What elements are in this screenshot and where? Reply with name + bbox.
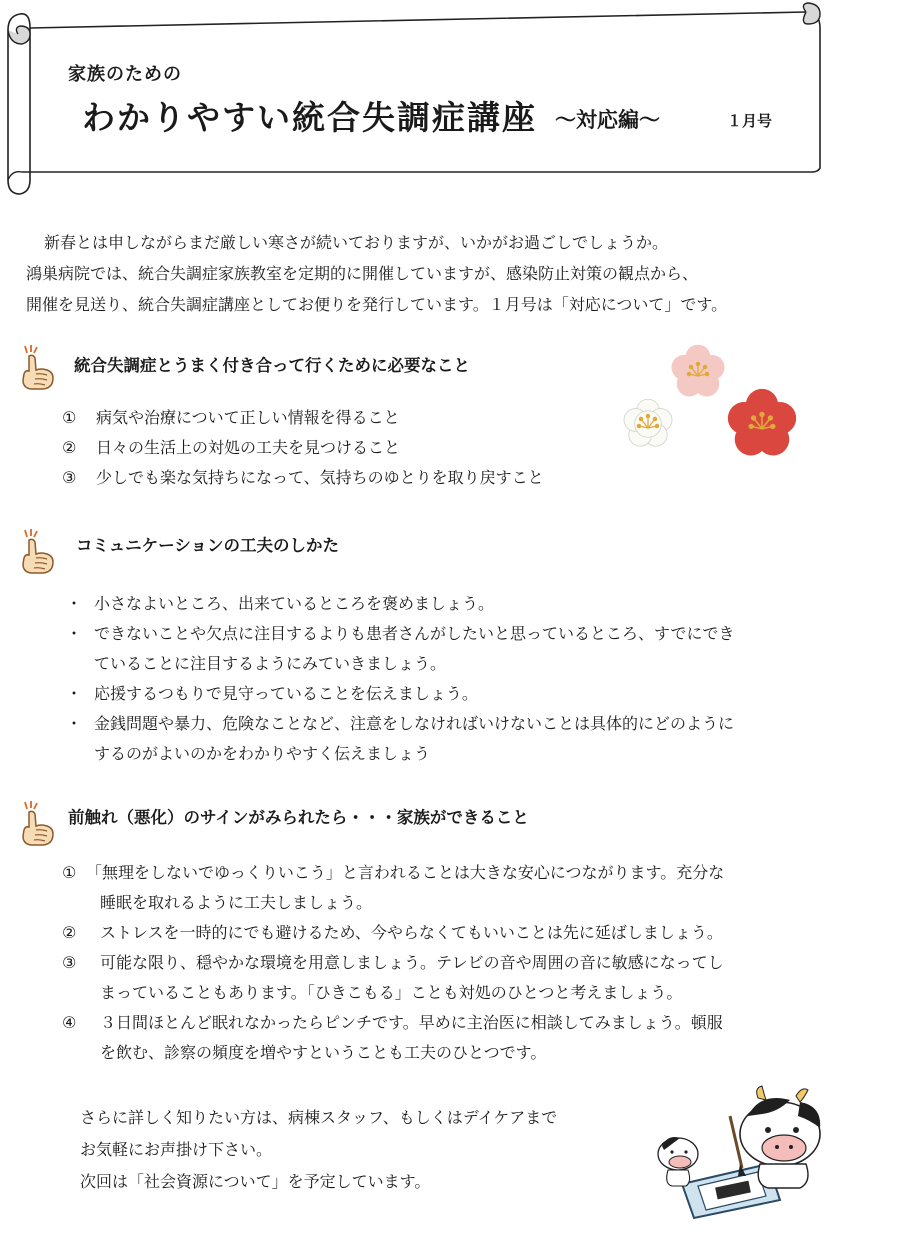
closing-line: 次回は「社会資源について」を予定しています。 — [80, 1172, 431, 1191]
item-line: 「無理をしないでゆっくりいこう」と言われることは大きな安心につながります。充分な — [86, 863, 725, 882]
banner-kicker: 家族のための — [68, 64, 182, 85]
list-item — [62, 679, 852, 709]
banner-subtitle: ～対応編～ — [555, 108, 660, 132]
list-item — [62, 858, 852, 918]
intro-line: 鴻巣病院では、統合失調症家族教室を定期的に開催していますが、感染防止対策の観点から、 — [26, 264, 699, 283]
item-line: ストレスを一時的にでも避けるため、今やらなくてもいいことは先に延ばしましょう。 — [100, 923, 723, 942]
intro-line: 開催を見送り、統合失調症講座としてお便りを発行しています。１月号は「対応について」です。 — [26, 295, 728, 314]
bullet-marker: ・ — [66, 594, 83, 613]
list-item — [62, 918, 852, 948]
item-marker: ② — [62, 438, 77, 457]
pointing-hand-icon — [17, 528, 57, 576]
item-text: 日々の生活上の対処の工夫を見つけること — [96, 438, 401, 457]
section-heading: コミュニケーションの工夫のしかた — [76, 536, 340, 555]
item-text: 少しでも楽な気持ちになって、気持ちのゆとりを取り戻すこと — [96, 468, 544, 487]
page-title: わかりやすい統合失調症講座 — [82, 98, 537, 137]
cow-calligraphy-illustration — [650, 1072, 840, 1220]
item-line: ３日間ほとんど眠れなかったらピンチです。早めに主治医に相談してみましょう。頓服 — [100, 1013, 723, 1032]
item-marker: ① — [62, 863, 77, 882]
item-marker: ④ — [62, 1013, 77, 1032]
closing-line: さらに詳しく知りたい方は、病棟スタッフ、もしくはデイケアまで — [80, 1108, 558, 1127]
item-line: 金銭問題や暴力、危険なことなど、注意をしなければいけないことは具体的にどのように — [94, 714, 735, 733]
item-line: ていることに注目するようにみていきましょう。 — [94, 654, 447, 673]
section-heading: 統合失調症とうまく付き合って行くために必要なこと — [74, 356, 470, 375]
item-marker: ③ — [62, 468, 77, 487]
pointing-hand-icon — [17, 800, 57, 848]
necessity-list — [62, 403, 544, 493]
intro-paragraph — [26, 227, 846, 320]
list-item — [62, 948, 852, 1008]
list-item — [62, 1008, 852, 1068]
bullet-marker: ・ — [66, 624, 83, 643]
list-item — [62, 403, 544, 433]
item-marker: ① — [62, 408, 77, 427]
warning-signs-list — [62, 858, 852, 1068]
item-line: できないことや欠点に注目するよりも患者さんがしたいと思っているところ、すでにでき — [94, 624, 735, 643]
bullet-marker: ・ — [66, 714, 83, 733]
item-marker: ③ — [62, 953, 77, 972]
list-item — [62, 619, 852, 679]
list-item — [62, 709, 852, 769]
item-line: を飲む、診察の頻度を増やすということも工夫のひとつです。 — [100, 1043, 547, 1062]
item-text: 病気や治療について正しい情報を得ること — [96, 408, 400, 427]
item-line: 応援するつもりで見守っていることを伝えましょう。 — [94, 684, 478, 703]
list-item — [62, 589, 852, 619]
issue-label: １月号 — [727, 112, 773, 130]
item-line: 小さなよいところ、出来ているところを褒めましょう。 — [94, 594, 495, 613]
list-item — [62, 463, 544, 493]
section-heading: 前触れ（悪化）のサインがみられたら・・・家族ができること — [68, 808, 529, 827]
item-line: するのがよいのかをわかりやすく伝えましょう — [94, 744, 431, 763]
pointing-hand-icon — [17, 344, 57, 392]
bullet-marker: ・ — [66, 684, 83, 703]
communication-tips-list — [62, 589, 852, 769]
list-item — [62, 433, 544, 463]
item-line: まっていることもあります。「ひきこもる」ことも対処のひとつと考えましょう。 — [100, 983, 683, 1002]
item-line: 睡眠を取れるように工夫しましょう。 — [100, 893, 373, 912]
item-marker: ② — [62, 923, 77, 942]
closing-message — [80, 1102, 557, 1198]
closing-line: お気軽にお声掛け下さい。 — [80, 1140, 273, 1159]
item-line: 可能な限り、穏やかな環境を用意しましょう。テレビの音や周囲の音に敏感になってし — [100, 953, 724, 972]
plum-blossom-illustration — [612, 336, 822, 466]
intro-line: 新春とは申しながらまだ厳しい寒さが続いておりますが、いかがお過ごしでしょうか。 — [44, 233, 669, 252]
